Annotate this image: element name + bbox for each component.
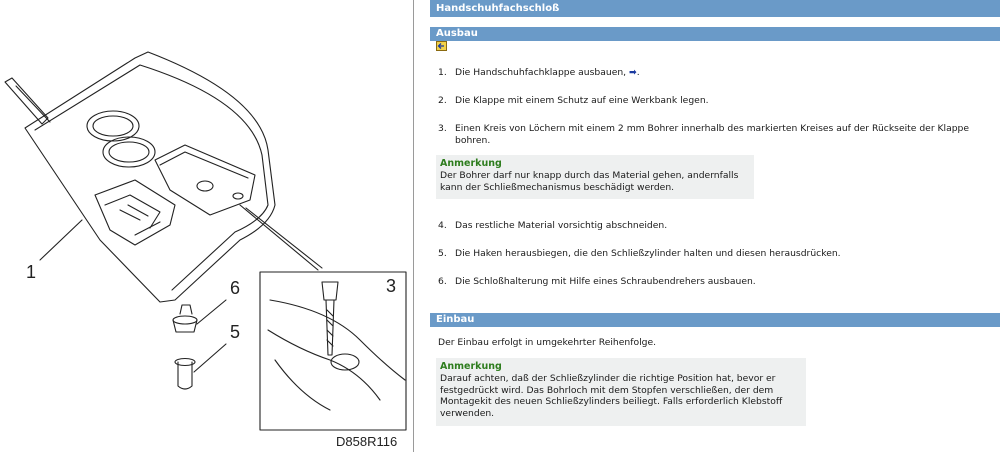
note-einbau — [436, 358, 806, 426]
step-6 — [438, 276, 756, 288]
step-text: Die Haken herausbiegen, die den Schließzylinder halten und diesen herausdrücken. — [455, 248, 841, 259]
step-text: Die Klappe mit einem Schutz auf eine Werkbank legen. — [455, 95, 709, 106]
step-5 — [438, 248, 841, 260]
step-number: 2. — [438, 95, 447, 106]
step-text: Die Schloßhalterung mit Hilfe eines Schraubendrehers ausbauen. — [455, 276, 756, 287]
label-part-1: 1 — [26, 262, 37, 282]
step-number: 5. — [438, 248, 447, 259]
diagram-code: D858R116 — [336, 434, 398, 449]
note-title: Anmerkung — [440, 361, 502, 372]
glovebox-lock-illustration — [0, 0, 413, 452]
section-ausbau-heading: Ausbau — [430, 27, 1000, 41]
right-arrow-icon[interactable]: ➡ — [629, 67, 637, 78]
step-text: Das restliche Material vorsichtig abschneiden. — [455, 220, 668, 231]
section-einbau-heading: Einbau — [430, 313, 1000, 327]
step-4 — [438, 220, 667, 232]
step-number: 1. — [438, 67, 447, 78]
step-1 — [438, 67, 640, 79]
note-text: Der Bohrer darf nur knapp durch das Material gehen, andernfalls kann der Schließmechanismus beschädigt werden. — [440, 170, 739, 193]
step-text: Die Handschuhfachklappe ausbauen, — [455, 67, 627, 78]
step-number: 4. — [438, 220, 447, 231]
page-title: Handschuhfachschloß — [430, 0, 1000, 17]
label-part-3: 3 — [386, 276, 397, 296]
step-suffix: . — [636, 67, 640, 78]
step-number: 3. — [438, 123, 447, 134]
label-part-6: 6 — [230, 278, 241, 298]
label-part-5: 5 — [230, 322, 241, 342]
note-ausbau — [436, 155, 754, 199]
note-text: Darauf achten, daß der Schließzylinder die richtige Position hat, bevor er festgedrückt wird. Das Bohrloch mit dem Stopfen verschließen, der dem Montagekit des neuen Schließzylinders beiliegt. Falls erforderlich Klebstoff verwenden. — [440, 373, 783, 419]
step-2 — [438, 95, 709, 107]
step-text: Einen Kreis von Löchern mit einem 2 mm Bohrer innerhalb des markierten Kreises auf der Rückseite der Klappe bohren. — [455, 123, 970, 146]
step-3 — [438, 123, 995, 147]
back-arrow-icon[interactable] — [436, 41, 447, 51]
step-number: 6. — [438, 276, 447, 287]
install-text: Der Einbau erfolgt in umgekehrter Reihenfolge. — [438, 337, 657, 348]
illustration-pane — [0, 0, 414, 452]
note-title: Anmerkung — [440, 158, 502, 169]
document-pane — [424, 0, 1000, 452]
